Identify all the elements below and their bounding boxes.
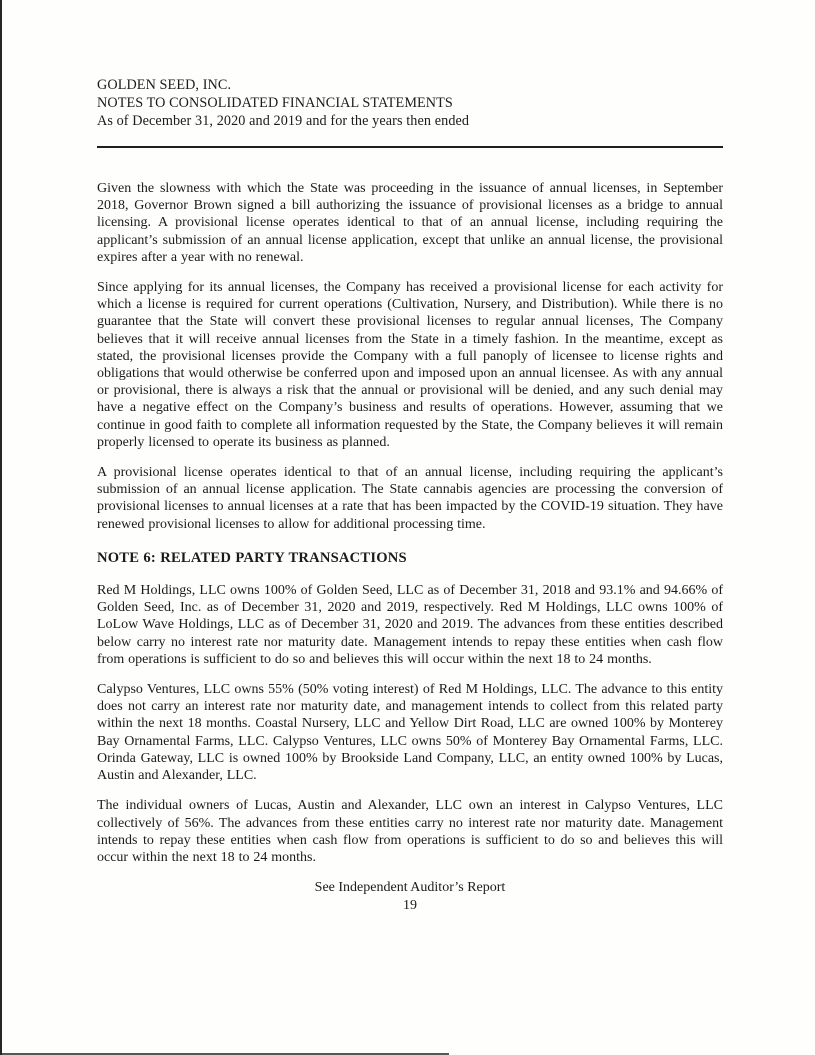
document-title: NOTES TO CONSOLIDATED FINANCIAL STATEMENTS <box>97 95 453 111</box>
document-header <box>97 76 723 130</box>
body-paragraph-6: The individual owners of Lucas, Austin and Alexander, LLC own an interest in Calypso Ventures, LLC collectively of 56%. The advances from these entities carry no interest rate nor maturity date. Management intends to repay these entities when cash flow from operations is sufficient to do so and believes this will occur within the next 18 to 24 months. <box>97 798 723 865</box>
body-paragraph-3: A provisional license operates identical to that of an annual license, including requiring the applicant’s submission of an annual license application. The State cannabis agencies are processing the conversion of provisional licenses to annual licenses at a rate that has been impacted by the COVID-19 situation. They have renewed provisional licenses to allow for additional processing time. <box>97 465 723 532</box>
period-line: As of December 31, 2020 and 2019 and for the years then ended <box>97 113 470 129</box>
body-paragraph-5: Calypso Ventures, LLC owns 55% (50% voting interest) of Red M Holdings, LLC. The advance to this entity does not carry an interest rate nor maturity date, and management intends to collect from this related party within the next 18 months. Coastal Nursery, LLC and Yellow Dirt Road, LLC are owned 100% by Monterey Bay Ornamental Farms, LLC. Calypso Ventures, LLC owns 50% of Monterey Bay Ornamental Farms, LLC. Orinda Gateway, LLC is owned 100% by Brookside Land Company, LLC, an entity owned 100% by Lucas, Austin and Alexander, LLC. <box>97 682 723 784</box>
body-paragraph-4: Red M Holdings, LLC owns 100% of Golden Seed, LLC as of December 31, 2018 and 93.1% and 94.66% of Golden Seed, Inc. as of December 31, 2020 and 2019, respectively. Red M Holdings, LLC owns 100% of LoLow Wave Holdings, LLC as of December 31, 2020 and 2019. The advances from these entities described below carry no interest rate nor maturity date. Management intends to repay these entities when cash flow from operations is sufficient to do so and believes this will occur within the next 18 to 24 months. <box>97 583 723 667</box>
auditor-report-line: See Independent Auditor’s Report <box>314 880 506 896</box>
document-body <box>97 180 723 866</box>
company-name: GOLDEN SEED, INC. <box>97 77 232 93</box>
page-number: 19 <box>403 897 417 913</box>
header-divider <box>97 146 723 148</box>
document-footer <box>97 879 723 914</box>
note-6-heading: NOTE 6: RELATED PARTY TRANSACTIONS <box>97 549 407 566</box>
body-paragraph-2: Since applying for its annual licenses, the Company has received a provisional license for each activity for which a license is required for current operations (Cultivation, Nursery, and Distribution). While there is no guarantee that the State will convert these provisional licenses to regular annual licenses, The Company believes that it will receive annual licenses from the State in a timely fashion. In the meantime, except as stated, the provisional licenses provide the Company with a full panoply of licensee to license rights and obligations that would otherwise be conferred upon and imposed upon an annual licensee. As with any annual or provisional, there is always a risk that the annual or provisional will be denied, and any such denial may have a negative effect on the Company’s business and results of operations. However, assuming that we continue in good faith to complete all information requested by the State, the Company believes it will remain properly licensed to operate its business as planned. <box>97 280 723 450</box>
body-paragraph-1: Given the slowness with which the State was proceeding in the issuance of annual licenses, in September 2018, Governor Brown signed a bill authorizing the issuance of provisional licenses as a bridge to annual licensing. A provisional license operates identical to that of an annual license, including requiring the applicant’s submission of an annual license application, except that unlike an annual license, the provisional expires after a year with no renewal. <box>97 181 723 265</box>
